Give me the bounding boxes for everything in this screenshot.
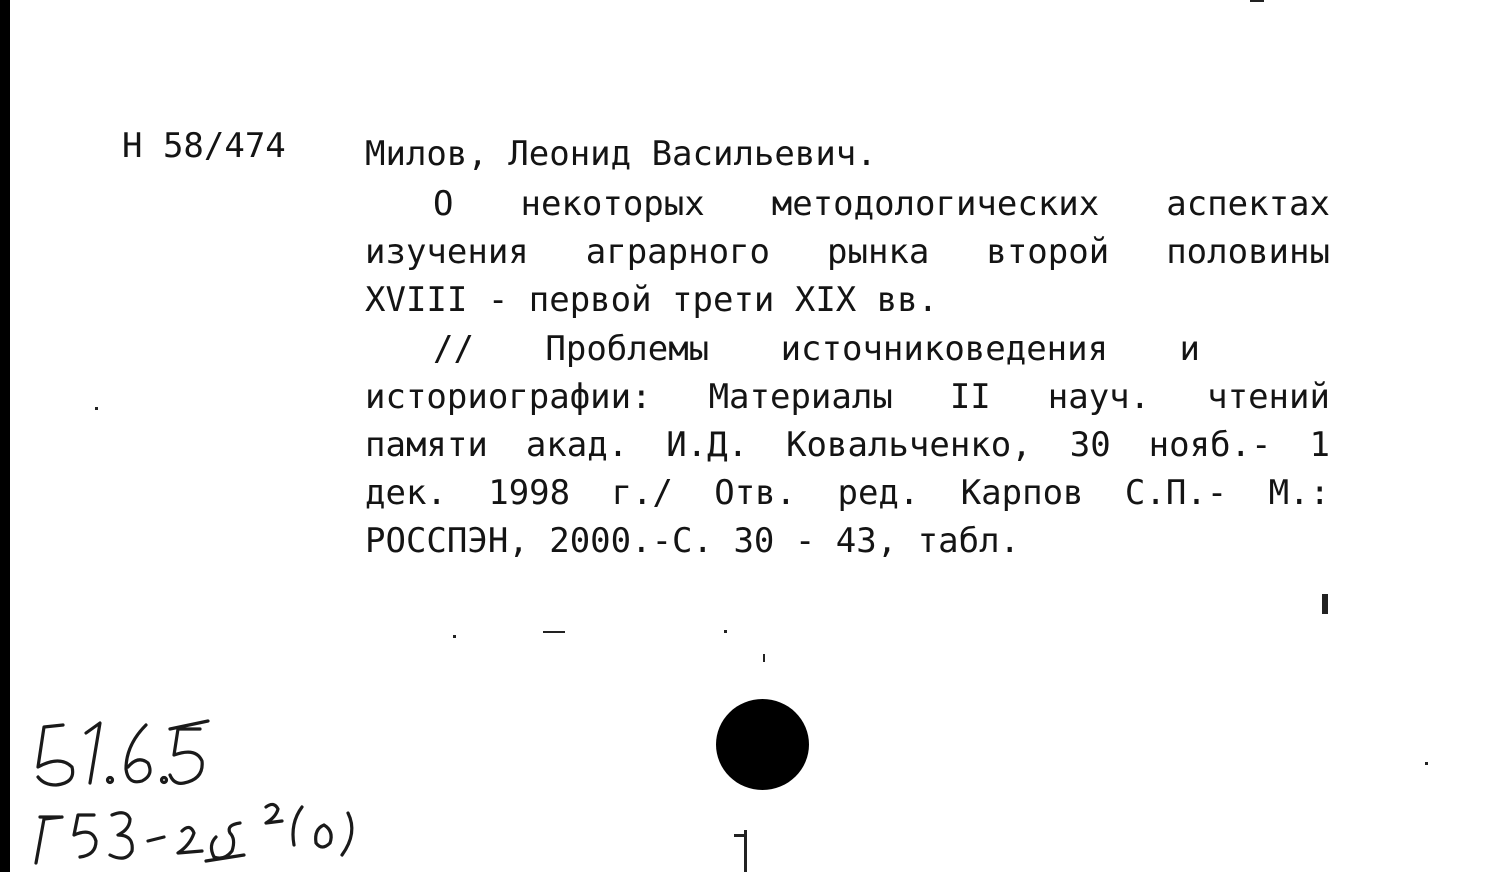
title-block: [365, 180, 1330, 324]
scan-speck: [453, 635, 456, 638]
word: М.:: [1268, 473, 1330, 513]
word: памяти: [365, 425, 488, 465]
source-line-4: [365, 469, 1330, 517]
word: историографии:: [365, 377, 652, 417]
word: аграрного: [585, 232, 770, 272]
scan-speck: [724, 630, 727, 633]
punch-hole: [716, 699, 809, 790]
word: С.П.-: [1124, 473, 1228, 513]
word: 1998: [488, 473, 571, 513]
word: нояб.-: [1148, 425, 1272, 465]
source-line-2: [365, 373, 1330, 421]
word: чтений: [1207, 377, 1330, 417]
title-line-3: XVIII - первой трети XIX вв.: [365, 280, 939, 320]
word: О: [433, 184, 454, 224]
shelfmark: Н 58/474: [122, 126, 286, 166]
word: рынка: [827, 232, 930, 272]
title-line-1: [365, 180, 1330, 228]
scan-speck: [744, 830, 747, 872]
word: и: [1179, 329, 1200, 369]
word: Материалы: [708, 377, 893, 417]
scan-speck: [95, 407, 98, 410]
scan-speck: [1250, 0, 1264, 2]
word: изучения: [365, 232, 529, 272]
source-line-3: [365, 421, 1330, 469]
word: г./: [611, 473, 673, 513]
card-left-edge: [0, 0, 10, 872]
word: Проблемы: [545, 329, 710, 369]
source-line-1: [365, 325, 1330, 373]
word: //: [433, 329, 474, 369]
title-line-2: [365, 228, 1330, 276]
word: И.Д.: [666, 425, 749, 465]
scan-speck: [1322, 594, 1328, 614]
scan-speck: [763, 654, 765, 662]
scan-speck: [1425, 762, 1428, 765]
word: дек.: [365, 473, 447, 513]
scan-speck: [543, 631, 565, 633]
word: некоторых: [520, 184, 705, 224]
word: ред.: [837, 473, 920, 513]
scan-speck: [734, 834, 744, 837]
word: Ковальченко,: [786, 425, 1032, 465]
word: II: [949, 377, 991, 417]
word: методологических: [771, 184, 1100, 224]
word: аспектах: [1166, 184, 1330, 224]
word: науч.: [1047, 377, 1151, 417]
word: Отв.: [714, 473, 797, 513]
word: 1: [1309, 425, 1330, 465]
handwritten-classification-codes: [30, 705, 490, 870]
source-block: [365, 325, 1330, 565]
source-line-5: РОССПЭН, 2000.-С. 30 - 43, табл.: [365, 521, 1021, 561]
word: половины: [1166, 232, 1330, 272]
word: второй: [986, 232, 1110, 272]
word: источниковедения: [780, 329, 1109, 369]
word: акад.: [525, 425, 629, 465]
author-heading: Милов, Леонид Васильевич.: [365, 134, 877, 174]
word: Карпов: [960, 473, 1084, 513]
word: 30: [1069, 425, 1111, 465]
